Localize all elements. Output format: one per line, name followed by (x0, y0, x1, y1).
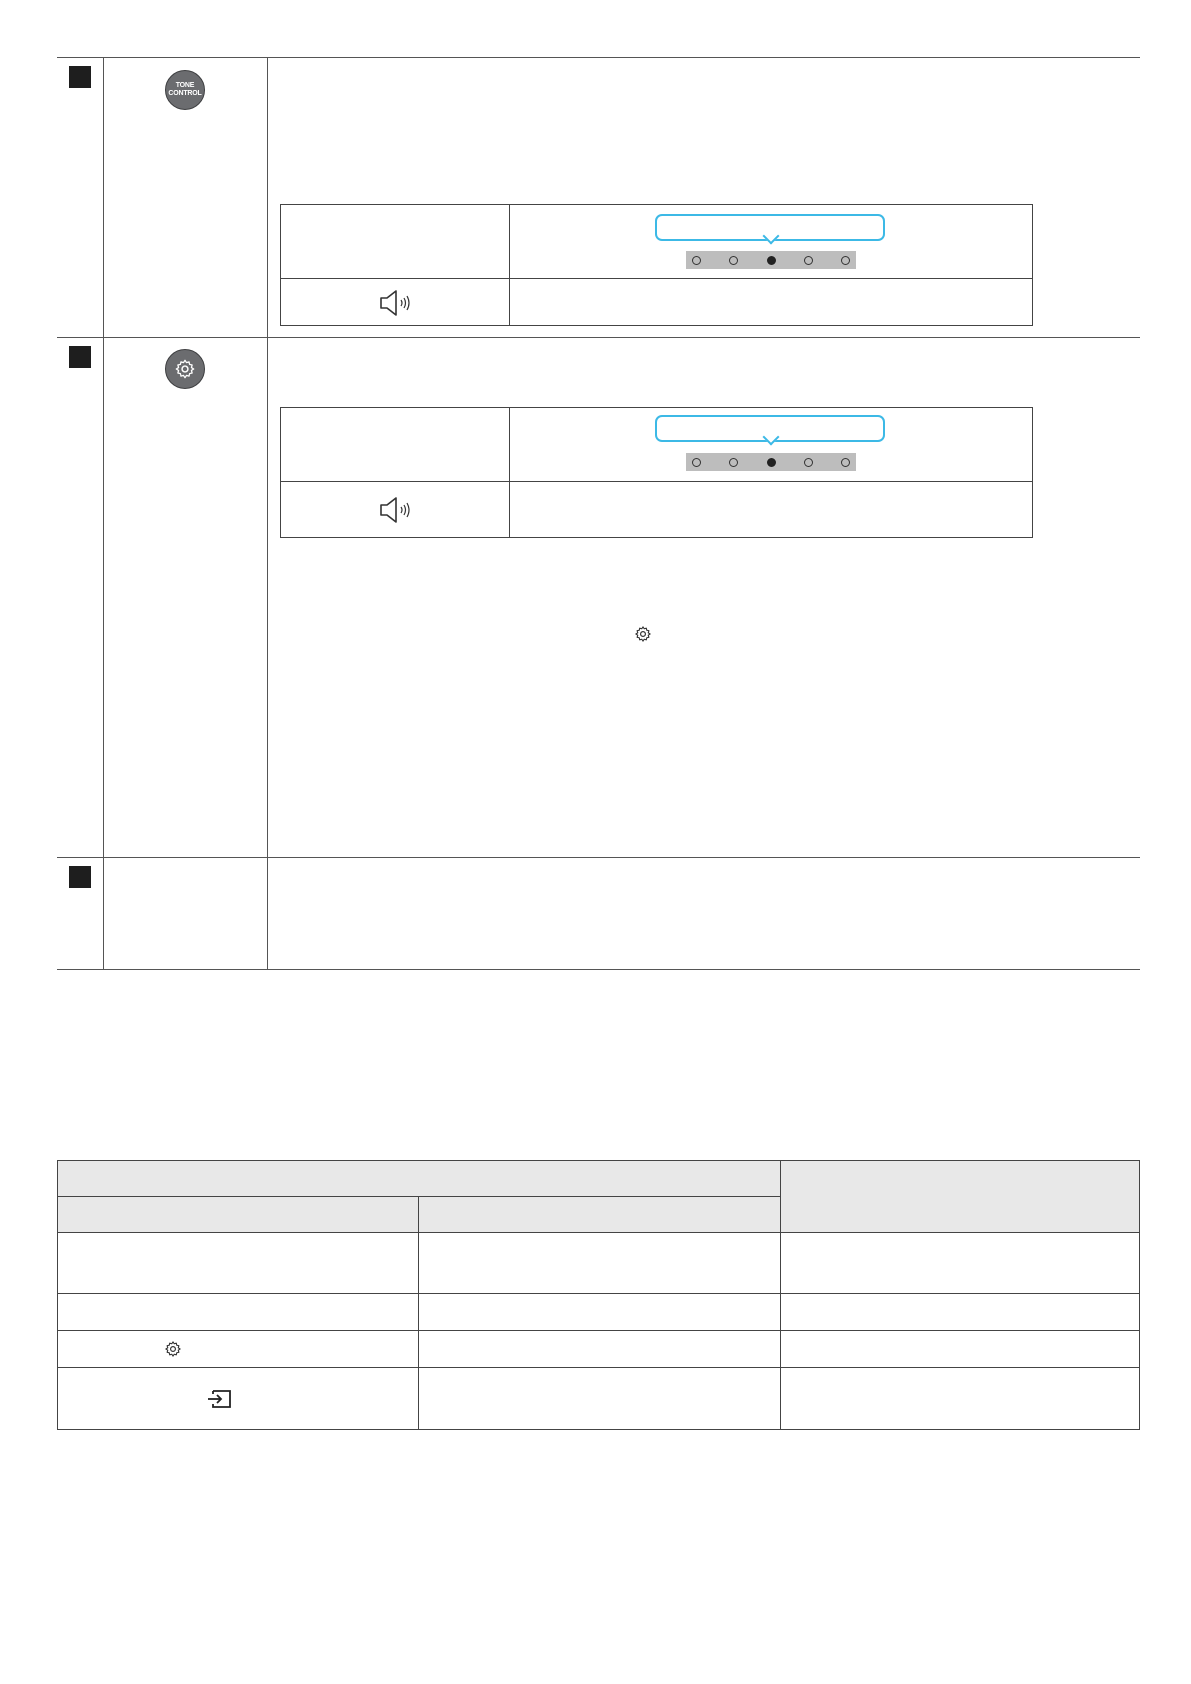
level-dot-3 (767, 458, 776, 467)
table-header-group (58, 1161, 781, 1197)
settings-level-panel (280, 407, 1033, 538)
settings-button[interactable] (165, 349, 205, 389)
level-dot-4 (804, 256, 813, 265)
table-subheader-2 (419, 1197, 781, 1233)
row-marker-2 (69, 346, 91, 368)
level-dot-3 (767, 256, 776, 265)
level-dot-1 (692, 458, 701, 467)
level-dot-1 (692, 256, 701, 265)
bottom-table (57, 1160, 1140, 1430)
tone-level-panel (280, 204, 1033, 326)
source-input-icon (206, 1389, 234, 1409)
col-divider-2 (267, 57, 268, 969)
gear-icon (634, 625, 652, 643)
bottom-rule (57, 969, 1140, 970)
table-row-3-col-1 (58, 1331, 419, 1368)
level-dot-4 (804, 458, 813, 467)
table-row-1-col-1 (58, 1233, 419, 1294)
row-marker-1 (69, 66, 91, 88)
level-indicator (686, 453, 856, 471)
level-dot-2 (729, 458, 738, 467)
table-row-4-col-2 (419, 1368, 781, 1429)
table-row-2-col-1 (58, 1294, 419, 1331)
table-row-2-col-2 (419, 1294, 781, 1331)
col-divider-1 (103, 57, 104, 969)
table-row-3-col-2 (419, 1331, 781, 1368)
table-row-1-col-2 (419, 1233, 781, 1294)
table-row-4-col-1 (58, 1368, 419, 1429)
gear-icon (164, 1340, 182, 1358)
table-row-4-col-3 (781, 1368, 1139, 1429)
tone-control-label: TONE CONTROL (168, 82, 202, 97)
top-rule (57, 57, 1140, 58)
table-header-right (781, 1161, 1139, 1233)
level-dot-2 (729, 256, 738, 265)
level-dot-5 (841, 458, 850, 467)
speaker-icon (377, 495, 417, 525)
table-row-3-col-3 (781, 1331, 1139, 1368)
table-subheader-1 (58, 1197, 419, 1233)
table-row-1-col-3 (781, 1233, 1139, 1294)
row-divider-2 (57, 857, 1140, 858)
level-indicator (686, 251, 856, 269)
speaker-icon (377, 288, 417, 318)
gear-icon (174, 358, 196, 380)
tone-control-button[interactable] (165, 70, 205, 110)
row-marker-3 (69, 866, 91, 888)
row-divider-1 (57, 337, 1140, 338)
level-dot-5 (841, 256, 850, 265)
table-row-2-col-3 (781, 1294, 1139, 1331)
